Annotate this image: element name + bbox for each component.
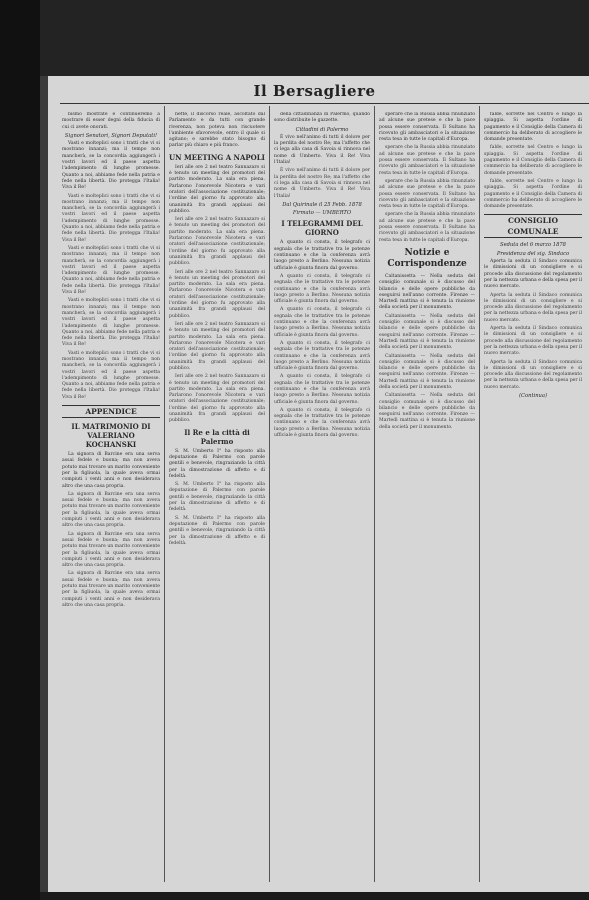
col2-body: nette, il discorso reale, ascoltato dal Parlamento e da tutti con grande riverenza, non poteva non riscuotere l'ambiente sfavorevole, entro il quale si agitano; e sarebbe stato bisogno di parlar più chiaro e più franco.: [169, 112, 265, 149]
column-1: [62, 112, 160, 882]
column-divider: [374, 106, 375, 882]
masthead: Il Bersagliere: [253, 82, 376, 100]
column-4: [379, 112, 475, 882]
telegram-body: A quanto ci consta, il telegrafo ci segnala che le trattative tra le potenze continuano e che la conferenza avrà luogo presto a Berlino. Nessuna notizia ufficiale è giunta finora dal governo.: [274, 240, 370, 271]
scanner-border-left: [0, 0, 40, 900]
telegram-title: I TELEGRAMMI DEL GIORNO: [281, 219, 363, 238]
meeting-body-repeat-4: Ieri alle ore 2 nel teatro Sannazaro si è tenuto un meeting dei promotori del partito moderato. La sala era piena. Parlarono l'onorevole Nicotera e vari oratori dell'associazione costituzionale; l'ordine del giorno fu approvato alla unanimità fra grandi applausi del pubblico.: [169, 374, 265, 424]
col1-body-repeat-2: Vasti e molteplici sono i tratti che vi si mostrano innanzi; ma il tempo non mancherà, se la concordia aggiungerà i vostri lavori ed il paese aspetta l'adempimento di lunghe promesse. Quanto a noi, abbiamo fede nella patria e fede nella libertà. Dio protegga l'Italia! Viva il Re!: [62, 245, 160, 296]
story-body-repeat: La signora di Barcine era una serva assai fedele e buona; ma non aveva potuto mai trovare un marito conveniente per la figliuola, la quale aveva ormai compiuti i venti anni e non desiderava altro che una casa propria.: [62, 491, 160, 529]
column-divider: [479, 106, 480, 882]
col5-body-repeat: falde, sorrette nel Centro e lungo la spiaggia. Si aspetta l'ordine di pagamento e il Consiglio della Camera di commercio ha deliberato di accogliere le domande presentate.: [484, 145, 582, 176]
newspaper-page: [40, 76, 589, 892]
col1-body-repeat-3: Vasti e molteplici sono i tratti che vi si mostrano innanzi; ma il tempo non mancherà, se la concordia aggiungerà i vostri lavori ed il paese aspetta l'adempimento di lunghe promesse. Quanto a noi, abbiamo fede nella patria e fede nella libertà. Dio protegga l'Italia! Viva il Re!: [62, 298, 160, 348]
council-body-repeat-3: Aperta la seduta il Sindaco comunica le dimissioni di un consigliere e si procede alla discussione del regolamento per la nettezza urbana e della spesa per il nuovo mercato.: [484, 359, 582, 390]
col1-body-repeat: Vasti e molteplici sono i tratti che vi si mostrano innanzi; ma il tempo non mancherà, se la concordia aggiungerà i vostri lavori ed il paese aspetta l'adempimento di lunghe promesse. Quanto a noi, abbiamo fede nella patria e fede nella libertà. Dio protegga l'Italia! Viva il Re!: [62, 193, 160, 243]
col4-body-repeat: sperare che la Russia abbia rinunziato ad alcune sue pretese e che la pace possa essere conservata. Il Sultano ha ricevuto gli ambasciatori e la situazione resta tesa in tutte le capitali d'Europa.: [379, 145, 475, 176]
column-divider: [164, 106, 165, 882]
news-title: Notizie e Corrispondenze: [387, 247, 467, 269]
address-body: È vivo nell'animo di tutti il dolore per la perdita del nostro Re; ma l'affetto che ci lega alla casa di Savoia si rinnova nel nome di Umberto. Viva il Re! Viva l'Italia!: [274, 134, 370, 166]
council-body-repeat: Aperta la seduta il Sindaco comunica le dimissioni di un consigliere e si procede alla discussione del regolamento per la nettezza urbana e della spesa per il nuovo mercato.: [484, 292, 582, 323]
story-body-repeat-3: La signora di Barcine era una serva assai fedele e buona; ma non aveva potuto mai trovare un marito conveniente per la figliuola, la quale aveva ormai compiuti i venti anni e non desiderava altro che una casa propria.: [62, 571, 160, 608]
col5-body-repeat-2: falde, sorrette nel Centro e lungo la spiaggia. Si aspetta l'ordine di pagamento e il Consiglio della Camera di commercio ha deliberato di accogliere le domande presentate.: [484, 178, 582, 210]
king-title: Il Re e la città di Palermo: [184, 427, 250, 446]
col1-opening: bismo mostrate e continueremo a mostrare di esser degni della fiducia di cui ci avete onorati.: [62, 112, 160, 130]
council-presidency: Presidenza del sig. Sindaco: [496, 250, 570, 257]
council-title: CONSIGLIO COMUNALE: [484, 214, 582, 238]
signature: Firmato — UMBERTO: [292, 210, 352, 217]
news-body: Caltanissetta — Nella seduta del consiglio comunale si è discusso del bilancio e delle opere pubbliche da eseguirsi nell'anno corrente. Firenze — Martedì mattina si è tenuta la riunione della società per il monumento.: [379, 273, 475, 311]
council-body-repeat-2: Aperta la seduta il Sindaco comunica le dimissioni di un consigliere e si procede alla discussione del regolamento per la nettezza urbana e della spesa per il nuovo mercato.: [484, 326, 582, 357]
meeting-title: UN MEETING A NAPOLI: [169, 152, 265, 162]
king-body-repeat: S. M. Umberto I° ha risposto alla deputazione di Palermo con parole gentili e benevole, ringraziando la città per la dimostrazione di affetto e di fedeltà.: [169, 482, 265, 513]
meeting-body-repeat-3: Ieri alle ore 2 nel teatro Sannazaro si è tenuto un meeting dei promotori del partito moderato. La sala era piena. Parlarono l'onorevole Nicotera e vari oratori dell'associazione costituzionale; l'ordine del giorno fu approvato alla unanimità fra grandi applausi del pubblico.: [169, 321, 265, 371]
col1-salutation: Signori Senatori, Signori Deputati!: [64, 132, 158, 139]
council-date: Seduta del 6 marzo 1878: [500, 242, 566, 249]
col3-intro: della cittadinanza di Palermo, quando sono distribuite le gazzette.: [274, 112, 370, 124]
telegram-body-repeat-2: A quanto ci consta, il telegrafo ci segnala che le trattative tra le potenze continuano e che la conferenza avrà luogo presto a Berlino. Nessuna notizia ufficiale è giunta finora dal governo.: [274, 307, 370, 338]
meeting-body-repeat-2: Ieri alle ore 2 nel teatro Sannazaro si è tenuto un meeting dei promotori del partito moderato. La sala era piena. Parlarono l'onorevole Nicotera e vari oratori dell'associazione costituzionale; l'ordine del giorno fu approvato alla unanimità fra grandi applausi del pubblico.: [169, 269, 265, 319]
column-5: [484, 112, 582, 882]
news-body-repeat-2: Caltanissetta — Nella seduta del consiglio comunale si è discusso del bilancio e delle opere pubbliche da eseguirsi nell'anno corrente. Firenze — Martedì mattina si è tenuta la riunione della società per il monumento.: [379, 353, 475, 390]
king-body: S. M. Umberto I° ha risposto alla deputazione di Palermo con parole gentili e benevole, ringraziando la città per la dimostrazione di affetto e di fedeltà.: [169, 448, 265, 479]
news-body-repeat: Caltanissetta — Nella seduta del consiglio comunale si è discusso del bilancio e delle opere pubbliche da eseguirsi nell'anno corrente. Firenze — Martedì mattina si è tenuta la riunione della società per il monumento.: [379, 313, 475, 351]
appendix-label: APPENDICE: [62, 405, 160, 418]
telegram-body-repeat-5: A quanto ci consta, il telegrafo ci segnala che le trattative tra le potenze continuano e che la conferenza avrà luogo presto a Berlino. Nessuna notizia ufficiale è giunta finora dal governo.: [274, 407, 370, 439]
telegram-body-repeat: A quanto ci consta, il telegrafo ci segnala che le trattative tra le potenze continuano e che la conferenza avrà luogo presto a Berlino. Nessuna notizia ufficiale è giunta finora dal governo.: [274, 273, 370, 305]
column-3: [274, 112, 370, 882]
column-divider: [269, 106, 270, 882]
column-2: [169, 112, 265, 882]
date-line: Dal Quirinale il 25 Febb. 1878: [282, 201, 362, 208]
col4-body-repeat-2: sperare che la Russia abbia rinunziato ad alcune sue pretese e che la pace possa essere conservata. Il Sultano ha ricevuto gli ambasciatori e la situazione resta tesa in tutte le capitali d'Europa.: [379, 178, 475, 210]
king-body-repeat-2: S. M. Umberto I° ha risposto alla deputazione di Palermo con parole gentili e benevole, ringraziando la città per la dimostrazione di affetto e di fedeltà.: [169, 515, 265, 546]
scanner-border-top: [0, 0, 589, 76]
col1-body-repeat-4: Vasti e molteplici sono i tratti che vi si mostrano innanzi; ma il tempo non mancherà, se la concordia aggiungerà i vostri lavori ed il paese aspetta l'adempimento di lunghe promesse. Quanto a noi, abbiamo fede nella patria e fede nella libertà. Dio protegga l'Italia! Viva il Re!: [62, 350, 160, 400]
col4-body: sperare che la Russia abbia rinunziato ad alcune sue pretese e che la pace possa essere conservata. Il Sultano ha ricevuto gli ambasciatori e la situazione resta tesa in tutte le capitali d'Europa.: [379, 112, 475, 143]
meeting-body-repeat: Ieri alle ore 2 nel teatro Sannazaro si è tenuto un meeting dei promotori del partito moderato. La sala era piena. Parlarono l'onorevole Nicotera e vari oratori dell'associazione costituzionale; l'ordine del giorno fu approvato alla unanimità fra grandi applausi del pubblico.: [169, 217, 265, 267]
col5-body: falde, sorrette nel Centro e lungo la spiaggia. Si aspetta l'ordine di pagamento e il Consiglio della Camera di commercio ha deliberato di accogliere le domande presentate.: [484, 112, 582, 143]
news-body-repeat-3: Caltanissetta — Nella seduta del consiglio comunale si è discusso del bilancio e delle opere pubbliche da eseguirsi nell'anno corrente. Firenze — Martedì mattina si è tenuta la riunione della società per il monumento.: [379, 393, 475, 430]
col1-body: Vasti e molteplici sono i tratti che vi si mostrano innanzi; ma il tempo non mancherà, se la concordia aggiungerà i vostri lavori ed il paese aspetta l'adempimento di lunghe promesse. Quanto a noi, abbiamo fede nella patria e fede nella libertà. Dio protegga l'Italia! Viva il Re!: [62, 141, 160, 191]
page-binding-shadow: [40, 76, 48, 892]
telegram-body-repeat-4: A quanto ci consta, il telegrafo ci segnala che le trattative tra le potenze continuano e che la conferenza avrà luogo presto a Berlino. Nessuna notizia ufficiale è giunta finora dal governo.: [274, 374, 370, 405]
council-body: Aperta la seduta il Sindaco comunica le dimissioni di un consigliere e si procede alla discussione del regolamento per la nettezza urbana e della spesa per il nuovo mercato.: [484, 259, 582, 290]
story-title: IL MATRIMONIO DI VALERIANO KOCHANSKI: [71, 422, 151, 450]
meeting-body: Ieri alle ore 2 nel teatro Sannazaro si è tenuto un meeting dei promotori del partito moderato. La sala era piena. Parlarono l'onorevole Nicotera e vari oratori dell'associazione costituzionale; l'ordine del giorno fu approvato alla unanimità fra grandi applausi del pubblico.: [169, 164, 265, 214]
telegram-body-repeat-3: A quanto ci consta, il telegrafo ci segnala che le trattative tra le potenze continuano e che la conferenza avrà luogo presto a Berlino. Nessuna notizia ufficiale è giunta finora dal governo.: [274, 340, 370, 372]
address-title: Cittadini di Palermo: [295, 126, 349, 133]
col4-body-repeat-3: sperare che la Russia abbia rinunziato ad alcune sue pretese e che la pace possa essere conservata. Il Sultano ha ricevuto gli ambasciatori e la situazione resta tesa in tutte le capitali d'Europa.: [379, 212, 475, 243]
continued-note: (Continua): [519, 392, 547, 399]
address-body-repeat: È vivo nell'animo di tutti il dolore per la perdita del nostro Re; ma l'affetto che ci lega alla casa di Savoia si rinnova nel nome di Umberto. Viva il Re! Viva l'Italia!: [274, 168, 370, 199]
masthead-rule: [60, 103, 589, 104]
story-body: La signora di Barcine era una serva assai fedele e buona; ma non aveva potuto mai trovare un marito conveniente per la figliuola, la quale aveva ormai compiuti i venti anni e non desiderava altro che una casa propria.: [62, 452, 160, 489]
story-body-repeat-2: La signora di Barcine era una serva assai fedele e buona; ma non aveva potuto mai trovare un marito conveniente per la figliuola, la quale aveva ormai compiuti i venti anni e non desiderava altro che una casa propria.: [62, 531, 160, 569]
